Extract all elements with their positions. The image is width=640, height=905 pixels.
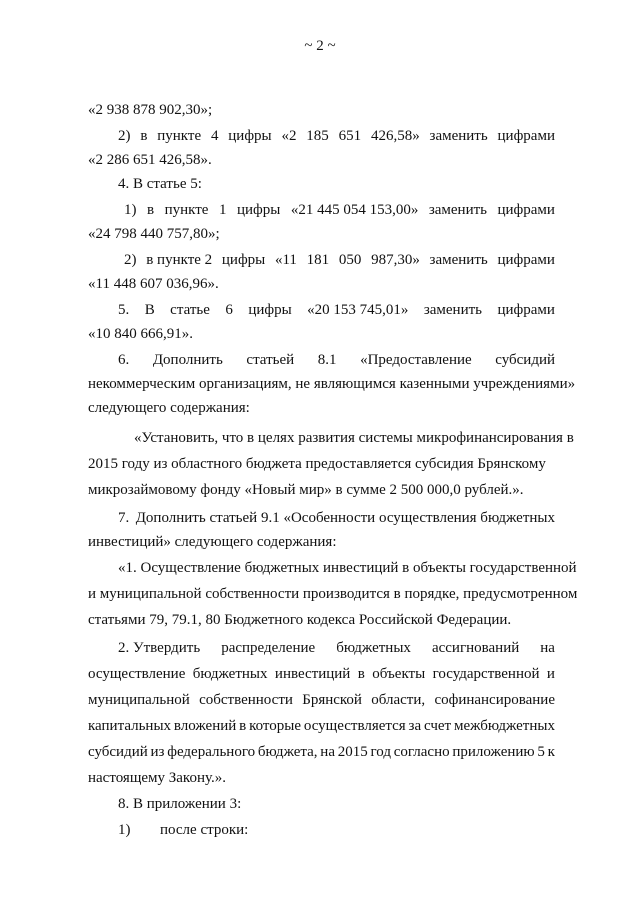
paragraph-line [118,508,555,528]
word: области, [371,692,426,708]
word: из [150,744,165,760]
word: год [370,744,391,760]
word: в [140,128,148,144]
word: 4 [210,128,219,144]
word: на [320,744,335,760]
word: распределение [221,640,316,656]
word: ассигнований [431,640,520,656]
list-marker: 1) [118,822,131,838]
word: вложений [173,718,237,734]
paragraph-line [124,200,555,220]
text-line: инвестиций» следующего содержания: [88,534,337,550]
paragraph-line [118,126,555,146]
quote-line: микрозаймовому фонду «Новый мир» в сумме 2 500 000,0 рублей.». [88,482,524,498]
word: 6. [118,352,130,368]
word: государственной [432,666,540,682]
text-line: «2 938 878 902,30»; [88,102,213,118]
word: цифрами [497,252,555,268]
word: 2) [118,128,131,144]
section-heading: 8. В приложении 3: [118,796,242,812]
word: в [147,202,155,218]
paragraph-line [124,250,555,270]
word: и [546,666,555,682]
word: цифры [228,128,272,144]
word: осуществление [88,666,186,682]
word: собственности [199,692,293,708]
word: цифрами [497,128,555,144]
word: софинансирование [434,692,555,708]
word: бюджетных [336,640,411,656]
word: цифры [248,302,292,318]
paragraph-line [88,742,555,762]
word: приложению [452,744,535,760]
word: бюджетных [192,666,268,682]
word: Дополнить статьей 9.1 «Особенности осуществления бюджетных [135,510,555,526]
quote-line: статьями 79, 79.1, 80 Бюджетного кодекса Российской Федерации. [88,612,512,628]
word: федерального [167,744,256,760]
word: пункте [164,202,209,218]
word: 2. Утвердить [118,640,201,656]
word: 5. [118,302,130,318]
text-line: следующего содержания: [88,400,250,416]
text-line: «11 448 607 036,96». [88,276,219,292]
word: «Предоставление [360,352,472,368]
word: субсидий [495,352,555,368]
word: заменить [423,302,483,318]
word: инвестиций [274,666,351,682]
word: в [357,666,365,682]
word: Дополнить [152,352,223,368]
word: Брянской [302,692,362,708]
word: 1 [218,202,227,218]
word: 050 [338,252,362,268]
word: к [547,744,555,760]
paragraph-line [88,716,555,736]
word: 1) [124,202,137,218]
word: «20 153 745,01» [307,302,409,318]
text-line: после строки: [160,822,249,838]
text-line: некоммерческим организациям, не являющимся казенными учреждениями» [88,376,576,392]
word: 426,58» [370,128,420,144]
paragraph-line [88,664,555,684]
word: 987,30» [371,252,420,268]
word: 8.1 [317,352,337,368]
word: «11 [274,252,297,268]
word: 5 [537,744,545,760]
word: 2) [124,252,137,268]
word: в [239,718,247,734]
paragraph-line [88,690,555,710]
word: заменить [429,252,488,268]
word: бюджета, [257,744,318,760]
paragraph-line [118,300,555,320]
word: согласно [393,744,450,760]
word: 6 [225,302,233,318]
word: 2015 [337,744,368,760]
word: межбюджетных [453,718,555,734]
word: «2 [281,128,297,144]
word: субсидий [88,744,148,760]
paragraph-line [118,350,555,370]
text-line: настоящему Закону.». [88,770,226,786]
word: цифрами [497,202,555,218]
word: 651 [338,128,362,144]
paragraph-line [118,638,555,658]
word: счет [423,718,452,734]
word: осуществляется [303,718,406,734]
word: капитальных [88,718,172,734]
word: пункте [157,128,202,144]
word: цифрами [497,302,555,318]
word: объекты [372,666,426,682]
word: 181 [306,252,330,268]
word: 185 [306,128,329,144]
word: 7. [118,510,130,526]
quote-line: 2015 году из областного бюджета предоставляется субсидия Брянскому [88,456,546,472]
text-line: «10 840 666,91». [88,326,193,342]
word: В [144,302,155,318]
text-line: «24 798 440 757,80»; [88,226,220,242]
word: цифры [221,252,266,268]
word: цифры [236,202,281,218]
word: «21 445 054 153,00» [290,202,419,218]
word: муниципальной [88,692,190,708]
word: которые [249,718,301,734]
section-heading: 4. В статье 5: [118,176,202,192]
text-line: «2 286 651 426,58». [88,152,212,168]
quote-line: «1. Осуществление бюджетных инвестиций в объекты государственной [118,560,577,576]
word: за [408,718,422,734]
word: заменить [429,128,488,144]
word: заменить [428,202,487,218]
word: статьей [246,352,295,368]
quote-line: «Установить, что в целях развития системы микрофинансирования в [134,430,574,446]
quote-line: и муниципальной собственности производится в порядке, предусмотренном [88,586,578,602]
word: в пункте 2 [146,252,213,268]
word: статье [170,302,210,318]
page-number: ~ 2 ~ [304,38,336,54]
word: на [540,640,555,656]
